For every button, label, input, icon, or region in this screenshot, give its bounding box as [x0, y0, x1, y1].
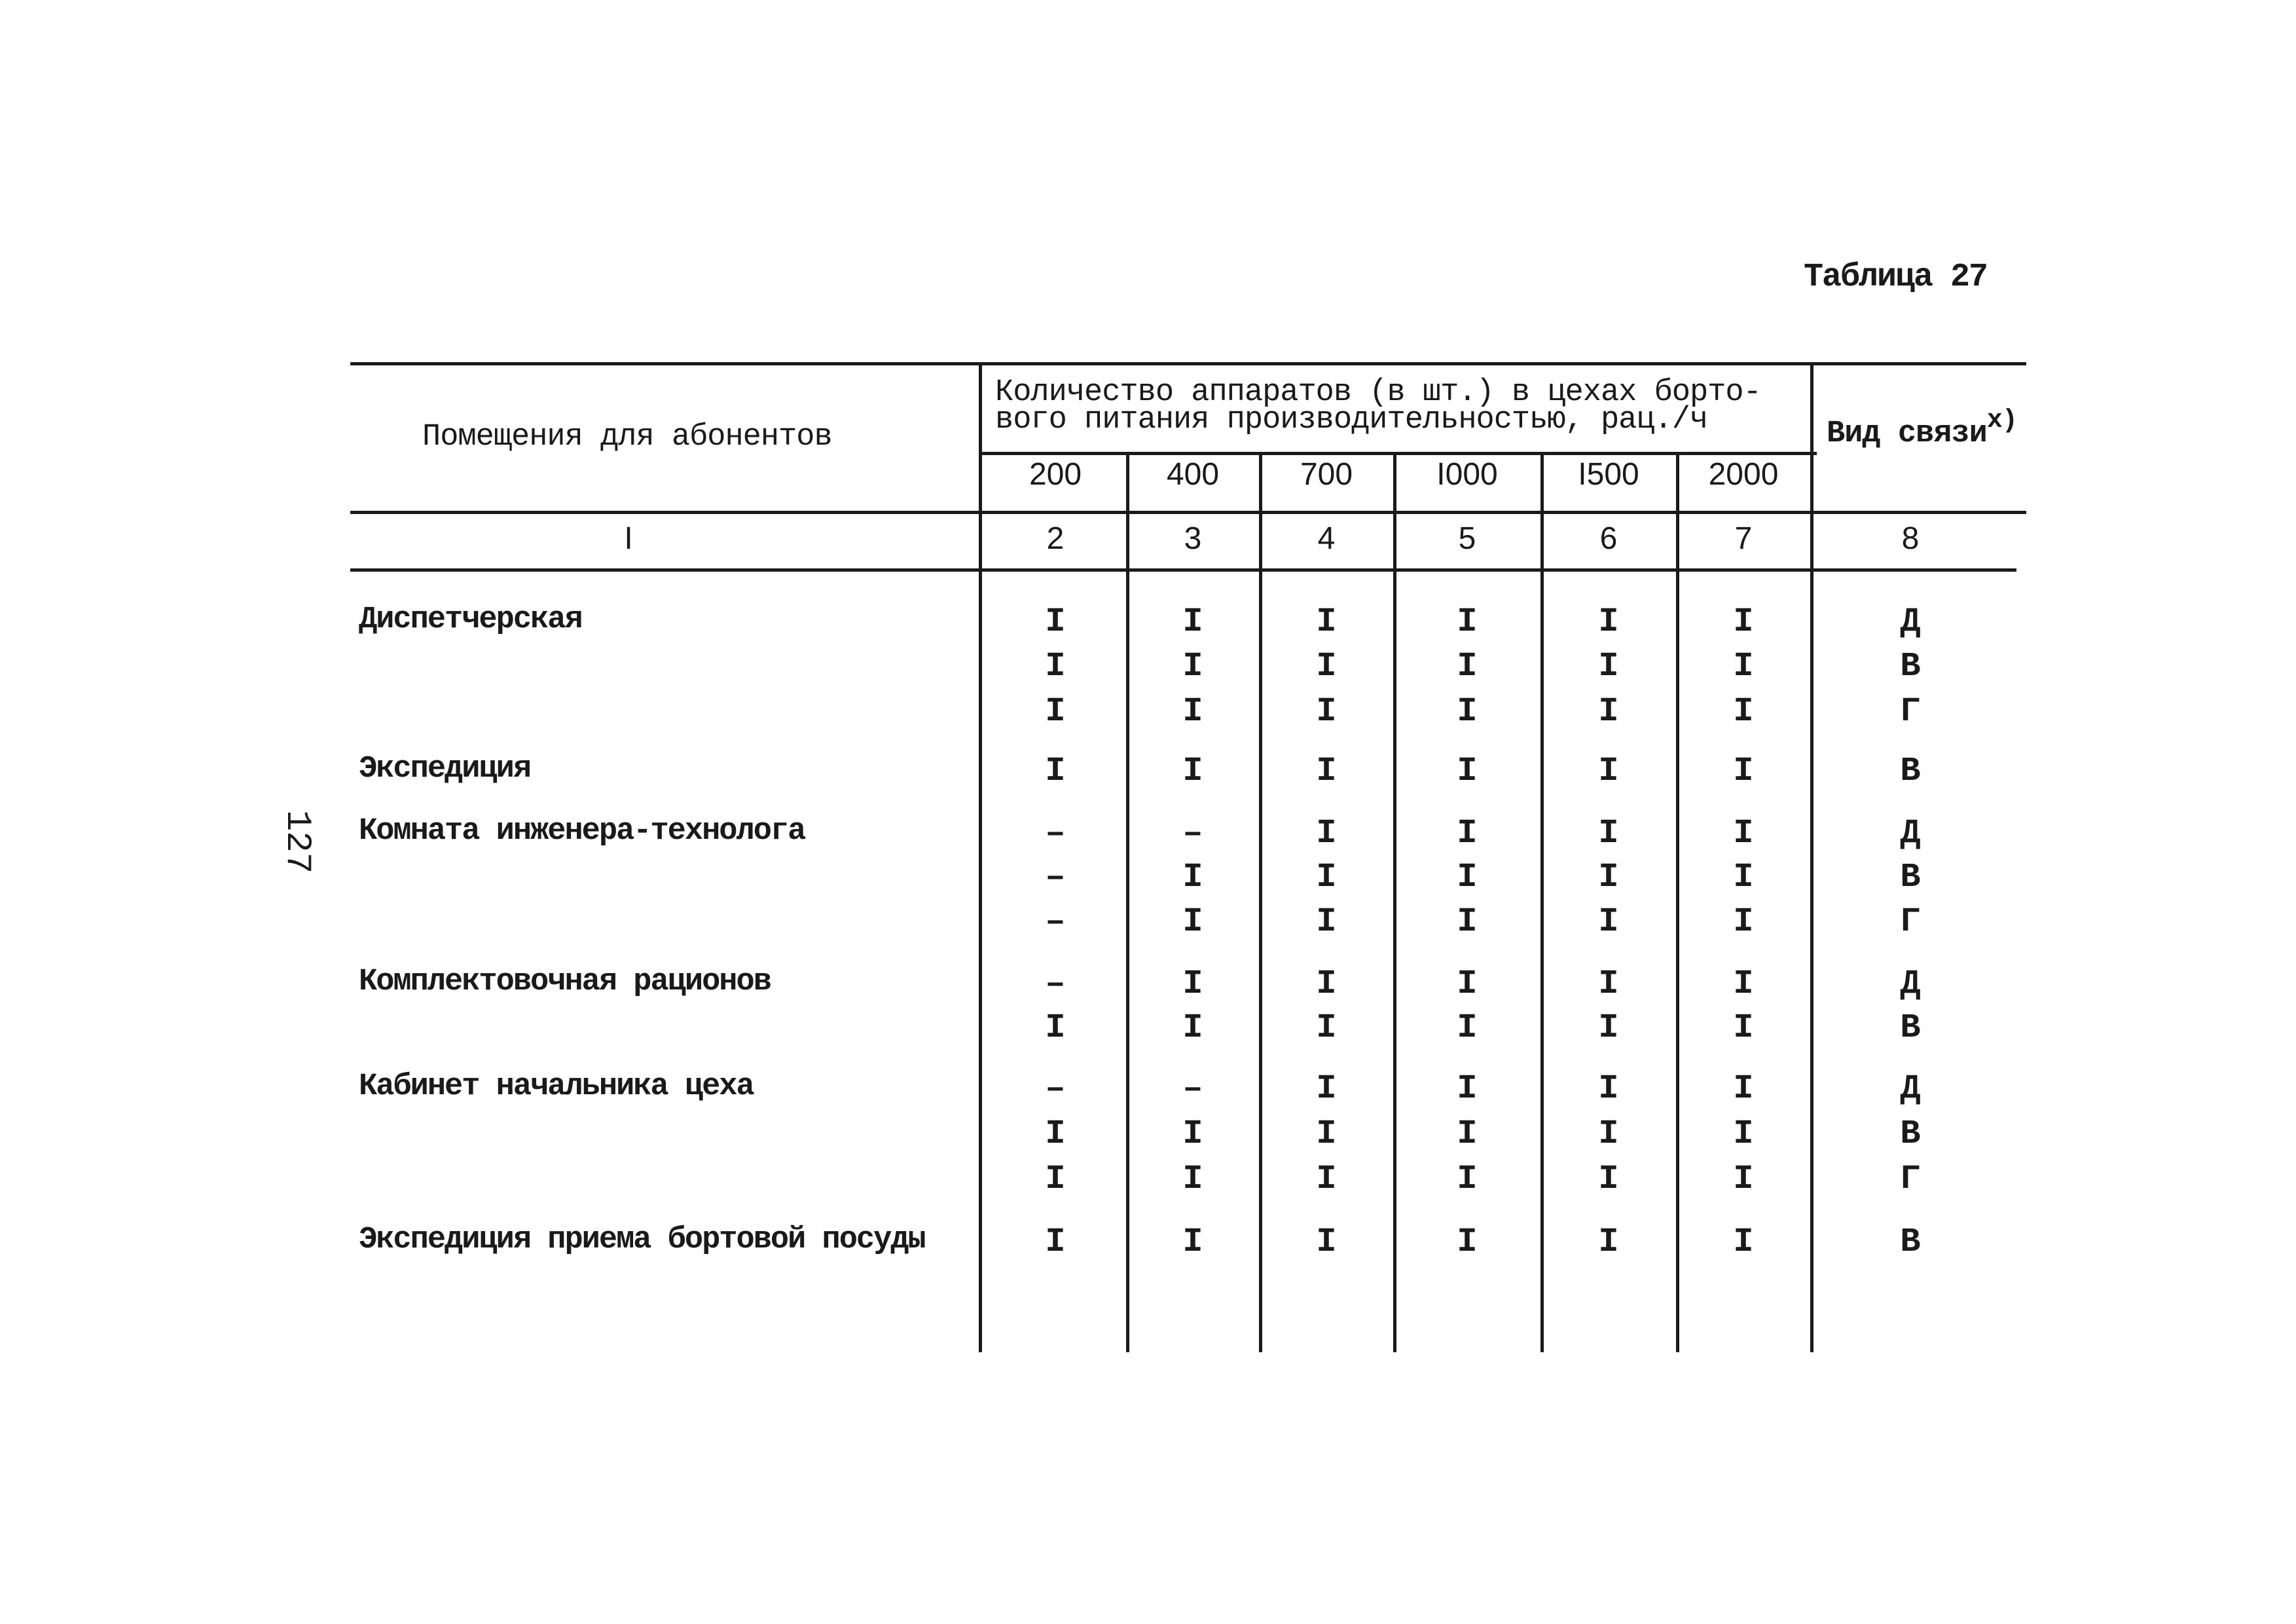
table-cell: – [1045, 858, 1066, 896]
link-type-cell: Г [1900, 1160, 1921, 1198]
table-cell: I [1182, 647, 1203, 686]
link-type-cell: В [1900, 647, 1921, 686]
table-cell: I [1182, 1008, 1203, 1047]
table-cell: I [1182, 1160, 1203, 1198]
table-cell: I [1182, 902, 1203, 941]
table-cell: I [1182, 602, 1203, 641]
capacity-header: 2000 [1708, 457, 1779, 492]
table-cell: I [1316, 965, 1337, 1003]
capacity-header: I500 [1578, 457, 1639, 492]
table-cell: I [1598, 1008, 1619, 1047]
page-number: 127 [277, 809, 318, 874]
table-cell: I [1598, 1115, 1619, 1153]
capacity-header: 400 [1166, 457, 1220, 492]
table-cell: I [1598, 1223, 1619, 1261]
link-type-cell: В [1900, 858, 1921, 896]
table-cell: I [1045, 602, 1066, 641]
table-cell: I [1457, 692, 1478, 731]
link-type-cell: В [1900, 1008, 1921, 1047]
column-rule [1126, 453, 1129, 1352]
column-number: 8 [1901, 521, 1920, 556]
table-cell: I [1316, 1115, 1337, 1153]
table-cell: I [1316, 692, 1337, 731]
table-cell: I [1316, 1223, 1337, 1261]
table-cell: I [1182, 1223, 1203, 1261]
table-cell: I [1457, 814, 1478, 853]
table-cell: I [1733, 814, 1754, 853]
table-cell: I [1457, 902, 1478, 941]
table-cell: I [1598, 965, 1619, 1003]
table-cell: I [1733, 902, 1754, 941]
column-rule [979, 363, 982, 1352]
column-rule [1810, 363, 1813, 1352]
table-cell: I [1182, 858, 1203, 896]
column-number: 2 [1046, 521, 1065, 556]
table-cell: I [1457, 1115, 1478, 1153]
table-cell: I [1457, 1223, 1478, 1261]
table-cell: – [1045, 814, 1066, 853]
link-type-cell: Д [1900, 602, 1921, 641]
table-cell: I [1733, 858, 1754, 896]
column-number: 5 [1458, 521, 1476, 556]
column-rule [1259, 453, 1262, 1352]
table-cell: I [1733, 1115, 1754, 1153]
table-cell: I [1733, 752, 1754, 790]
table-cell: I [1045, 1223, 1066, 1261]
table-cell: I [1316, 858, 1337, 896]
table-cell: I [1045, 752, 1066, 790]
table-cell: I [1598, 902, 1619, 941]
room-name: Комната инженера-технолога [359, 814, 805, 849]
room-name: Комплектовочная рационов [359, 965, 771, 999]
table-cell: – [1182, 814, 1203, 853]
link-type-cell: Г [1900, 902, 1921, 941]
capacity-header: 200 [1029, 457, 1082, 492]
column-number: 3 [1184, 521, 1202, 556]
table-cell: I [1457, 602, 1478, 641]
room-name: Кабинет начальника цеха [359, 1069, 754, 1104]
link-type-cell: В [1900, 1223, 1921, 1261]
table-cell: I [1598, 692, 1619, 731]
link-type-cell: Д [1900, 814, 1921, 853]
table-cell: I [1182, 965, 1203, 1003]
table-cell: I [1598, 1160, 1619, 1198]
table-cell: I [1733, 1223, 1754, 1261]
table-cell: I [1045, 1160, 1066, 1198]
table-cell: I [1457, 1008, 1478, 1047]
link-type-cell: Г [1900, 692, 1921, 731]
column-rule [1540, 453, 1544, 1352]
table-cell: I [1457, 858, 1478, 896]
table-cell: I [1457, 752, 1478, 790]
table-cell: I [1316, 814, 1337, 853]
table-cell: I [1598, 814, 1619, 853]
table-cell: I [1733, 647, 1754, 686]
table-cell: I [1598, 752, 1619, 790]
table-cell: I [1598, 647, 1619, 686]
header-quantity-line2: вого питания производительностью, рац./ч [995, 403, 1708, 437]
table-cell: I [1182, 752, 1203, 790]
table-cell: I [1733, 965, 1754, 1003]
table-cell: I [1045, 647, 1066, 686]
table-cell: I [1733, 602, 1754, 641]
table-cell: I [1457, 965, 1478, 1003]
header-link-type [1827, 406, 2017, 451]
table-cell: I [1316, 902, 1337, 941]
table-cell: I [1316, 1160, 1337, 1198]
table-title: Таблица 27 [1803, 259, 1987, 296]
room-name: Экспедиция [359, 752, 531, 786]
table-cell: I [1733, 692, 1754, 731]
table-cell: I [1598, 1069, 1619, 1108]
table-cell: I [1733, 1069, 1754, 1108]
column-number: I [624, 521, 633, 556]
column-rule [1676, 453, 1679, 1352]
table-cell: – [1045, 1069, 1066, 1108]
capacity-header: I000 [1436, 457, 1498, 492]
link-type-cell: Д [1900, 1069, 1921, 1108]
column-number: 6 [1599, 521, 1618, 556]
table-cell: I [1457, 647, 1478, 686]
table-top-rule [350, 362, 2026, 365]
table-cell: I [1182, 692, 1203, 731]
table-cell: I [1045, 692, 1066, 731]
table-cell: I [1733, 1008, 1754, 1047]
table-cell: I [1598, 858, 1619, 896]
table-cell: I [1316, 752, 1337, 790]
header-quantity-line1: Количество аппаратов (в шт.) в цехах борто- [995, 375, 1761, 410]
link-type-cell: В [1900, 752, 1921, 790]
column-rule [1393, 453, 1396, 1352]
capacity-rule [982, 452, 1817, 455]
column-number: 4 [1317, 521, 1336, 556]
link-type-cell: В [1900, 1115, 1921, 1153]
table-cell: I [1045, 1115, 1066, 1153]
table-cell: I [1316, 602, 1337, 641]
table-cell: – [1182, 1069, 1203, 1108]
capacity-header: 700 [1300, 457, 1353, 492]
header-bottom-rule [350, 511, 2026, 514]
table-cell: I [1316, 1069, 1337, 1108]
table-cell: I [1457, 1069, 1478, 1108]
table-cell: I [1316, 647, 1337, 686]
table-cell: I [1733, 1160, 1754, 1198]
room-name: Экспедиция приема бортовой посуды [359, 1223, 925, 1257]
room-name: Диспетчерская [359, 602, 582, 637]
table-cell: I [1598, 602, 1619, 641]
table-cell: – [1045, 902, 1066, 941]
numbers-bottom-rule [350, 568, 2016, 572]
table-cell: I [1045, 1008, 1066, 1047]
header-link-type-label: Вид связи [1827, 416, 1987, 451]
table-cell: I [1316, 1008, 1337, 1047]
header-room-column: Помещения для абонентов [422, 420, 832, 454]
column-number: 7 [1734, 521, 1753, 556]
header-link-type-mark: х) [1986, 406, 2017, 435]
link-type-cell: Д [1900, 965, 1921, 1003]
table-cell: I [1182, 1115, 1203, 1153]
table-cell: I [1457, 1160, 1478, 1198]
table-cell: – [1045, 965, 1066, 1003]
